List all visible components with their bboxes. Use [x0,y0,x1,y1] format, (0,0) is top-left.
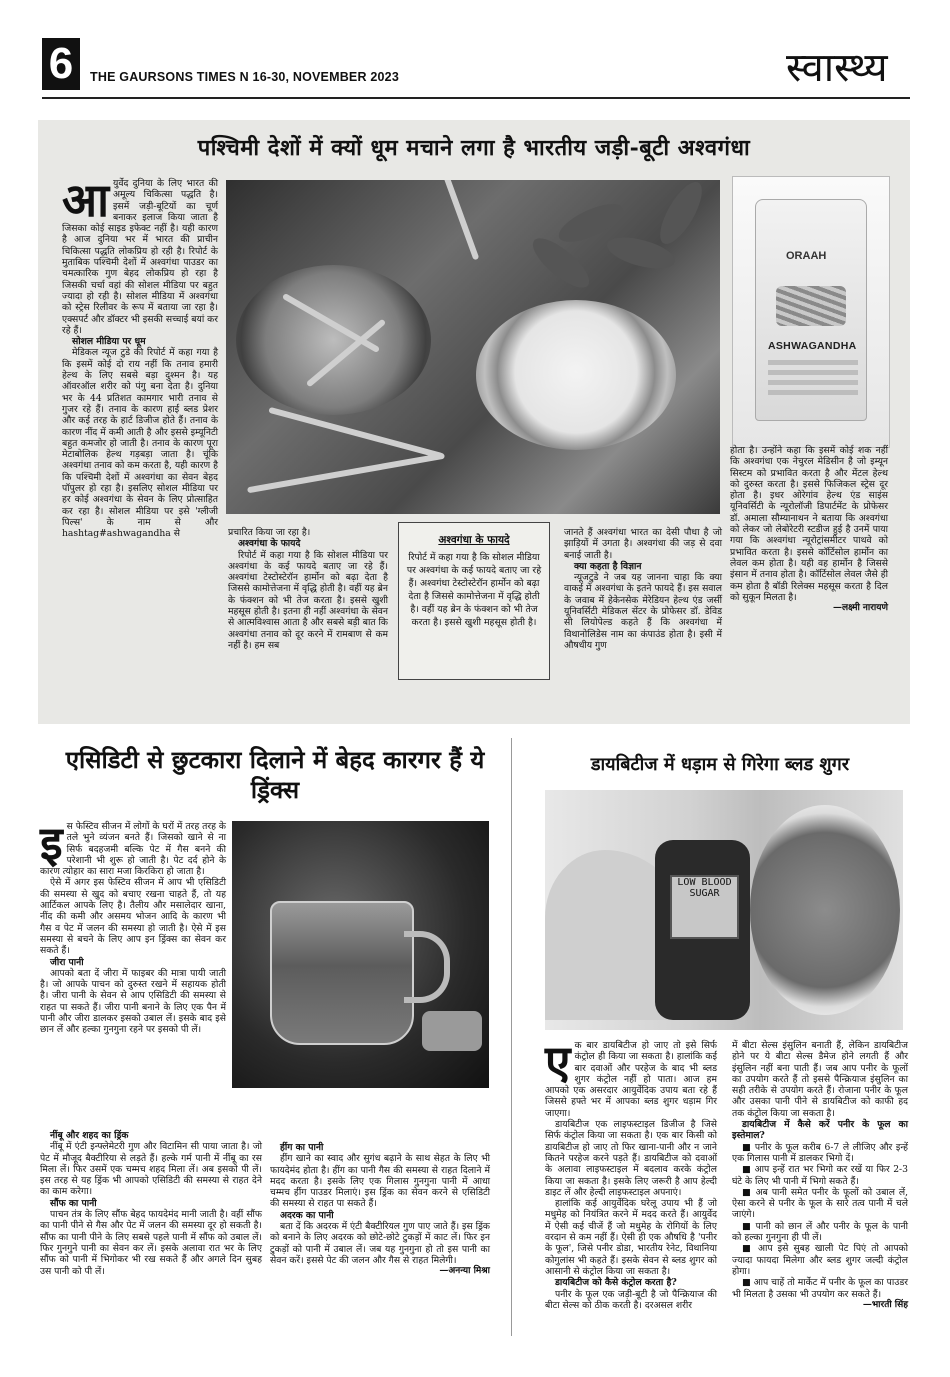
list-item: ■ आप चाहें तो मार्केट में पनीर के फूल का पाउडर भी मिलता है उसका भी उपयोग कर सकते हैं। [732,1277,908,1300]
paragraph: पनीर के फूल एक जड़ी-बूटी है जो पैन्क्रियाज की बीटा सेल्स को ठीक करती है। दरअसल शरीर [545,1288,717,1311]
page-number: 6 [42,38,80,90]
article2-dropcap: इ [40,816,63,870]
subheading: सौंफ का पानी [50,1197,97,1209]
paragraph: ऐसे में अगर इस फेस्टिव सीजन में आप भी एसिडिटी की समस्या से खुद को बचाए रखना चाहते हैं, तो यह आर्टिकल आपके लिए है। तैलीय और मसालेदार खाना, नींद की कमी और असमय भोजन आदि के कारण भी गैस व पेट में जलन की समस्या हो जाती है। ऐसे में इस समस्या से बचने के लिए आप इन ड्रिंक्स का सेवन कर सकते हैं। [40,877,226,957]
section-title: स्वास्थ्य [786,45,888,91]
article2-headline: एसिडिटी से छुटकारा दिलाने में बेहद कारगर हैं ये ड्रिंक्स [65,746,485,804]
paragraph: डायबिटीज एक लाइफस्टाइल डिजीज है जिसे सिर्फ कंट्रोल किया जा सकता है। एक बार किसी को डायबिटीज हो जाए तो फिर खाना-पानी और न जाने कितने परहेज करने पड़ते हैं। डायबिटीज को दवाओं के अलावा लाइफस्टाइल में बदलाव करके कंट्रोल किया जा सकता है। इसके लिए जरूरी है आप हेल्दी डाइट लें और हेल्दी लाइफस्टाइल अपनाएं। [545,1119,717,1198]
article2-col1-bottom [40,1130,262,1277]
subheading: डायबिटीज में कैसे करें पनीर के फूल का इस्तेमाल? [732,1119,908,1142]
article3-col1 [545,1035,717,1311]
article1-dropcap: आ [62,173,110,227]
paragraph: प्रचारित किया जा रहा है। [228,527,311,538]
paragraph: बता दें कि अदरक में एंटी बैक्टीरियल गुण पाए जाते हैं। इस ड्रिंक को बनाने के लिए अदरक को छोटे-छोटे टुकड़ों में काट लें। फिर इन टुकड़ों को पानी में उबाल लें। जब यह गुनगुना हो तो इस पानी का सेवन करें। इससे पेट की जलन और गैस से राहत मिलेगी। [270,1221,490,1266]
benefits-box-title: अश्वगंधा के फायदे [438,534,510,546]
paragraph: रिपोर्ट में कहा गया है कि सोशल मीडिया पर अश्वगंधा के कई फायदे बताए जा रहे हैं। अश्वगंधा टेस्टोस्टेरॉन हार्मोन को बढ़ा देता है जिससे कामोत्तेजना में वृद्धि होती है। वहीं यह ब्रेन के फंक्शन को भी तेज करता है। इससे खुशी महसूस होती है। इतना ही नहीं अश्वगंधा के सेवन से आत्मविश्वास आता है और सबसे बड़ी बात कि अश्वगंधा तनाव को दूर करने में रामबाण से कम नहीं है। हम सब [228,549,388,651]
paragraph: हींग खाने का स्वाद और सुगंध बढ़ाने के साथ सेहत के लिए भी फायदेमंद होता है। हींग का पानी गैस की समस्या से राहत दिलाने में मदद करता है। इसके लिए एक गिलास गुनगुना पानी में आधा चम्मच हींग पाउडर मिलाएं। इस ड्रिंक का सेवन करने से एसिडिटी की समस्या से राहत पा सकते हैं। [270,1153,490,1210]
subheading: क्या कहता है विज्ञान [574,560,642,572]
benefits-box-body: रिपोर्ट में कहा गया है कि सोशल मीडिया पर अश्वगंधा के कई फायदे बताए जा रहे हैं। अश्वगंधा टेस्टोस्टेरॉन हार्मोन को बढ़ा देता है जिससे कामोत्तेजना में वृद्धि होती है। वहीं यह ब्रेन के फंक्शन को भी तेज करता है। इससे खुशी महसूस होती है। [406,552,542,628]
article3-dropcap: ए [545,1035,571,1089]
ashwagandha-photo [226,180,720,514]
paragraph: जानते हैं अश्वगंधा भारत का देसी पौधा है जो झाड़ियों में उगता है। अश्वगंधा की जड़ से दवा बनाई जाती है। [564,527,722,561]
article2-col1-top [40,816,226,1036]
subheading: अश्वगंधा के फायदे [238,538,301,550]
header-rule [42,97,910,99]
article1-headline: पश्चिमी देशों में क्यों धूम मचाने लगा है भारतीय जड़ी-बूटी अश्वगंधा [197,135,751,161]
masthead: THE GAURSONS TIMES N 16-30, NOVEMBER 2023 [90,70,399,84]
paragraph: होता है। उन्होंने कहा कि इसमें कोई शक नहीं कि अश्वगंधा एक नेचुरल मेडिसीन है जो इम्यून सिस्टम को प्रभावित करता है और मेंटल हेल्थ को दुरुस्त करता है। इससे फिजिकल स्ट्रेस दूर होता है। इधर ओरेगांव हेल्थ एंड साइंस यूनिवर्सिटी के न्यूरोलॉजी डिपार्टमेंट के प्रोफेसर डॉ. अमाला सौम्यानाथन ने बताया कि अश्वगंधा को लेकर जो लेबोरेटरी स्टडीज हुई है उनमें पाया गया कि अश्वगंधा न्यूरोट्रांसमीटर पाथवे को प्रभावित करता है। इससे कॉर्टिसोल हार्मोन का लेवल कम होता है। यही वह हार्मोन है जिससे इंसान में तनाव होता है। कॉर्टिसोल लेवल जैसे ही कम होता है बॉडी रिलेक्स महसूस करता है दिल को सुकून मिलता है। [730,445,888,603]
subheading: हींग का पानी [280,1142,324,1153]
glucose-meter-photo [545,790,903,1030]
paragraph: स फेस्टिव सीजन में लोगों के घरों में तरह तरह के तले भुने व्यंजन बनते हैं। जिसको खाने से ना सिर्फ बदहजमी बल्कि पेट में गैस बनने की परेशानी भी शुरू हो जाती है। पेट दर्द होने के कारण त्योहार का सारा मजा किरकिरा हो जाता है। [40,821,226,878]
byline: —अनन्या मिश्रा [439,1266,490,1277]
column-divider [511,738,512,1336]
article1-col2 [228,527,388,651]
paragraph: न्यूजटुडे ने जब यह जानना चाहा कि क्या वाकई में अश्वगंधा के इतने फायदे हैं। इस सवाल के जवाब में हेकेनसेक मेरेडियन हेल्थ एंड जर्सी यूनिवर्सिटी मेडिकल सेंटर के प्रोफेसर डॉ. डेविड सी लियोपेल्ड कहते हैं कि अश्वगंधा में विथानोलिडेस नाम का कंपाउंड होता है। इसी में औषधीय गुण [564,572,722,651]
subheading: डायबिटीज को कैसे कंट्रोल करता है? [555,1277,677,1289]
article3-col2 [732,1040,908,1311]
meter-screen: LOW BLOOD SUGAR [670,875,739,939]
drink-photo [232,821,489,1088]
paragraph: मेडिकल न्यूज टुडे की रिपोर्ट में कहा गया है कि इसमें कोई दो राय नहीं कि तनाव हमारी हेल्थ के लिए सबसे बड़ा दुश्मन है। यह ऑवरऑल शरीर को पंगु बना देता है। दुनिया भर के 44 प्रतिशत कामगार भारी तनाव से गुजर रहे हैं। तनाव के कारण हाई ब्लड प्रेशर और कई तरह के हार्ट डिजीज होते हैं। तनाव के कारण नींद में कमी आती है और इससे इम्यूनिटी बहुत कमजोर हो जाती है। तनाव के कारण पूरा मेटाबोलिक हेल्थ गड़बड़ा जाता है। चूंकि अश्वगंधा तनाव को कम करता है, यही कारण है कि पश्चिमी देशों में अश्वगंधा का सेवन बेहद पॉपुलर हो रहा है। इसलिए सोशल मीडिया पर हर कोई अश्वगंधा के सेवन के लिए प्रोत्साहित कर रहा है। सोशल मीडिया पर इसे 'ग्लीजी पिल्स' के नाम से और hashtag#ashwagandha से [62,347,218,540]
byline: —भारती सिंह [862,1299,908,1310]
byline: —लक्ष्मी नारायणे [832,603,888,614]
paragraph: क बार डायबिटीज हो जाए तो इसे सिर्फ कंट्रोल ही किया जा सकता है। हालांकि कई बार दवाओं और परहेज के बाद भी ब्लड शुगर कंट्रोल नहीं हो पाता। आज हम आपको एक असरदार आयुर्वेदिक उपाय बता रहे हैं जिससे हफ्ते भर में आपका ब्लड शुगर धड़ाम गिर जाएगा। [545,1040,717,1119]
article1-col1 [62,173,218,540]
paragraph: आपको बता दें जीरा में फाइबर की मात्रा पायी जाती है। जो आपके पाचन को दुरुस्त रखने में सहायक होती है। जीरा पानी के सेवन से आप एसिडिटी की समस्या से राहत पा सकते हैं। जीरा पानी बनाने के लिए एक पैन में पानी और जीरा डालकर इसको उबाल लें। इसके बाद इसे छान लें और हल्का गुनगुना रहने पर इसको पी लें। [40,967,226,1036]
list-item: ■ पनीर के फूल करीब 6-7 ले लीजिए और इन्हें एक गिलास पानी में डालकर भिगो दें। [732,1142,908,1165]
subheading: नींबू और शहद का ड्रिंक [50,1130,129,1141]
paragraph: युर्वेद दुनिया के लिए भारत की अमूल्य चिकित्सा पद्धति है। इसमें जड़ी-बूटियों का चूर्ण बनाकर इलाज किया जाता है जिसका कोई साइड इफेक्ट नहीं है। यही कारण है आज दुनिया भर में भारत की प्राचीन चिकित्सा पद्धति लोकप्रिय हो रही है। रिपोर्ट के मुताबिक पश्चिमी देशों में अश्वगंधा पाउडर का चमत्कारिक गुण बेहद लोकप्रिय हो रहा है जिसकी चर्चा वहां की सोशल मीडिया पर बहुत ज्यादा हो रही है। सोशल मीडिया में अश्वगंधा को स्ट्रेस रिलीवर के रूप में बताया जा रहा है। एक्सपर्ट और डॉक्टर भी इसकी सच्चाई बयां कर रहे हैं। [62,178,218,336]
paragraph: में बीटा सेल्स इंसुलिन बनाती हैं, लेकिन डायबिटीज होने पर ये बीटा सेल्स डैमेज होने लगती हैं और इंसुलिन नहीं बना पाती हैं। जब आप पनीर के फूलों का उपयोग करते हैं तो इससे पैन्क्रियाज इंसुलिन का सही तरीके से उपयोग करते हैं। रोजाना पनीर के फूल और उसका पानी पीने से डायबिटीज को काफी हद तक कंट्रोल किया जा सकता है। [732,1040,908,1119]
article1-col4 [730,445,888,614]
list-item: ■ आप इसे सुबह खाली पेट पिएं तो आपको ज्यादा फायदा मिलेगा और ब्लड शुगर जल्दी कंट्रोल होगा। [732,1243,908,1277]
article2-col2 [270,1142,490,1278]
subheading: सोशल मीडिया पर धूम [72,336,146,348]
list-item: ■ अब पानी समेत पनीर के फूलों को उबाल लें, ऐसा करने से पनीर के फूल के सारे तत्व पानी में चले जाएंगे। [732,1187,908,1221]
paragraph: नींबू में एंटी इन्फ्लेमेटरी गुण और विटामिन सी पाया जाता है। जो पेट में मौजूद बैक्टीरिया से लड़ते हैं। हल्के गर्म पानी में नींबू का रस मिला लें। फिर उसमें एक चम्मच शहद मिला लें। अब इसको पी लें। इस तरह से यह ड्रिंक भी आपको एसिडिटी की समस्या से राहत देने का काम करेगा। [40,1141,262,1198]
list-item: ■ आप इन्हें रात भर भिगो कर रखें या फिर 2-3 घंटे के लिए भी पानी में भिगो सकते हैं। [732,1164,908,1187]
article1-col3 [564,527,722,651]
subheading: अदरक का पानी [280,1209,334,1221]
product-photo [732,176,890,448]
subheading: जीरा पानी [50,956,84,968]
product-name: ASHWAGANDHA [768,340,857,352]
product-brand: ORAAH [786,250,827,262]
article3-headline: डायबिटीज में धड़ाम से गिरेगा ब्लड शुगर [590,754,850,775]
list-item: ■ पानी को छान लें और पनीर के फूल के पानी को हल्का गुनगुना ही पी लें। [732,1221,908,1244]
benefits-box [398,522,550,680]
paragraph: पाचन तंत्र के लिए सौंफ बेहद फायदेमंद मानी जाती है। वहीं सौंफ का पानी पीने से गैस और पेट में जलन की समस्या दूर हो सकती है। सौंफ का पानी पीने के लिए सबसे पहले पानी में सौंफ को उबाल लें। फिर गुनगुने पानी का सेवन कर लें। इसके अलावा रात भर के लिए सौंफ को पानी में भिगोकर भी रख सकते हैं और अगले दिन सुबह उस पानी को पी लें। [40,1209,262,1277]
paragraph: हालांकि कई आयुर्वेदिक घरेलू उपाय भी हैं जो मधुमेह को नियंत्रित करने में मदद करते हैं। आयुर्वेद में ऐसी कई चीजें हैं जो मधुमेह के रोगियों के लिए वरदान से कम नहीं हैं। ऐसी ही एक औषधि है 'पनीर के फूल', जिसे पनीर डोडा, भारतीय रेनेट, विथानिया कोगुलांस भी कहते हैं। इसके सेवन से ब्लड शुगर को आसानी से कंट्रोल किया जा सकता है। [545,1198,717,1277]
